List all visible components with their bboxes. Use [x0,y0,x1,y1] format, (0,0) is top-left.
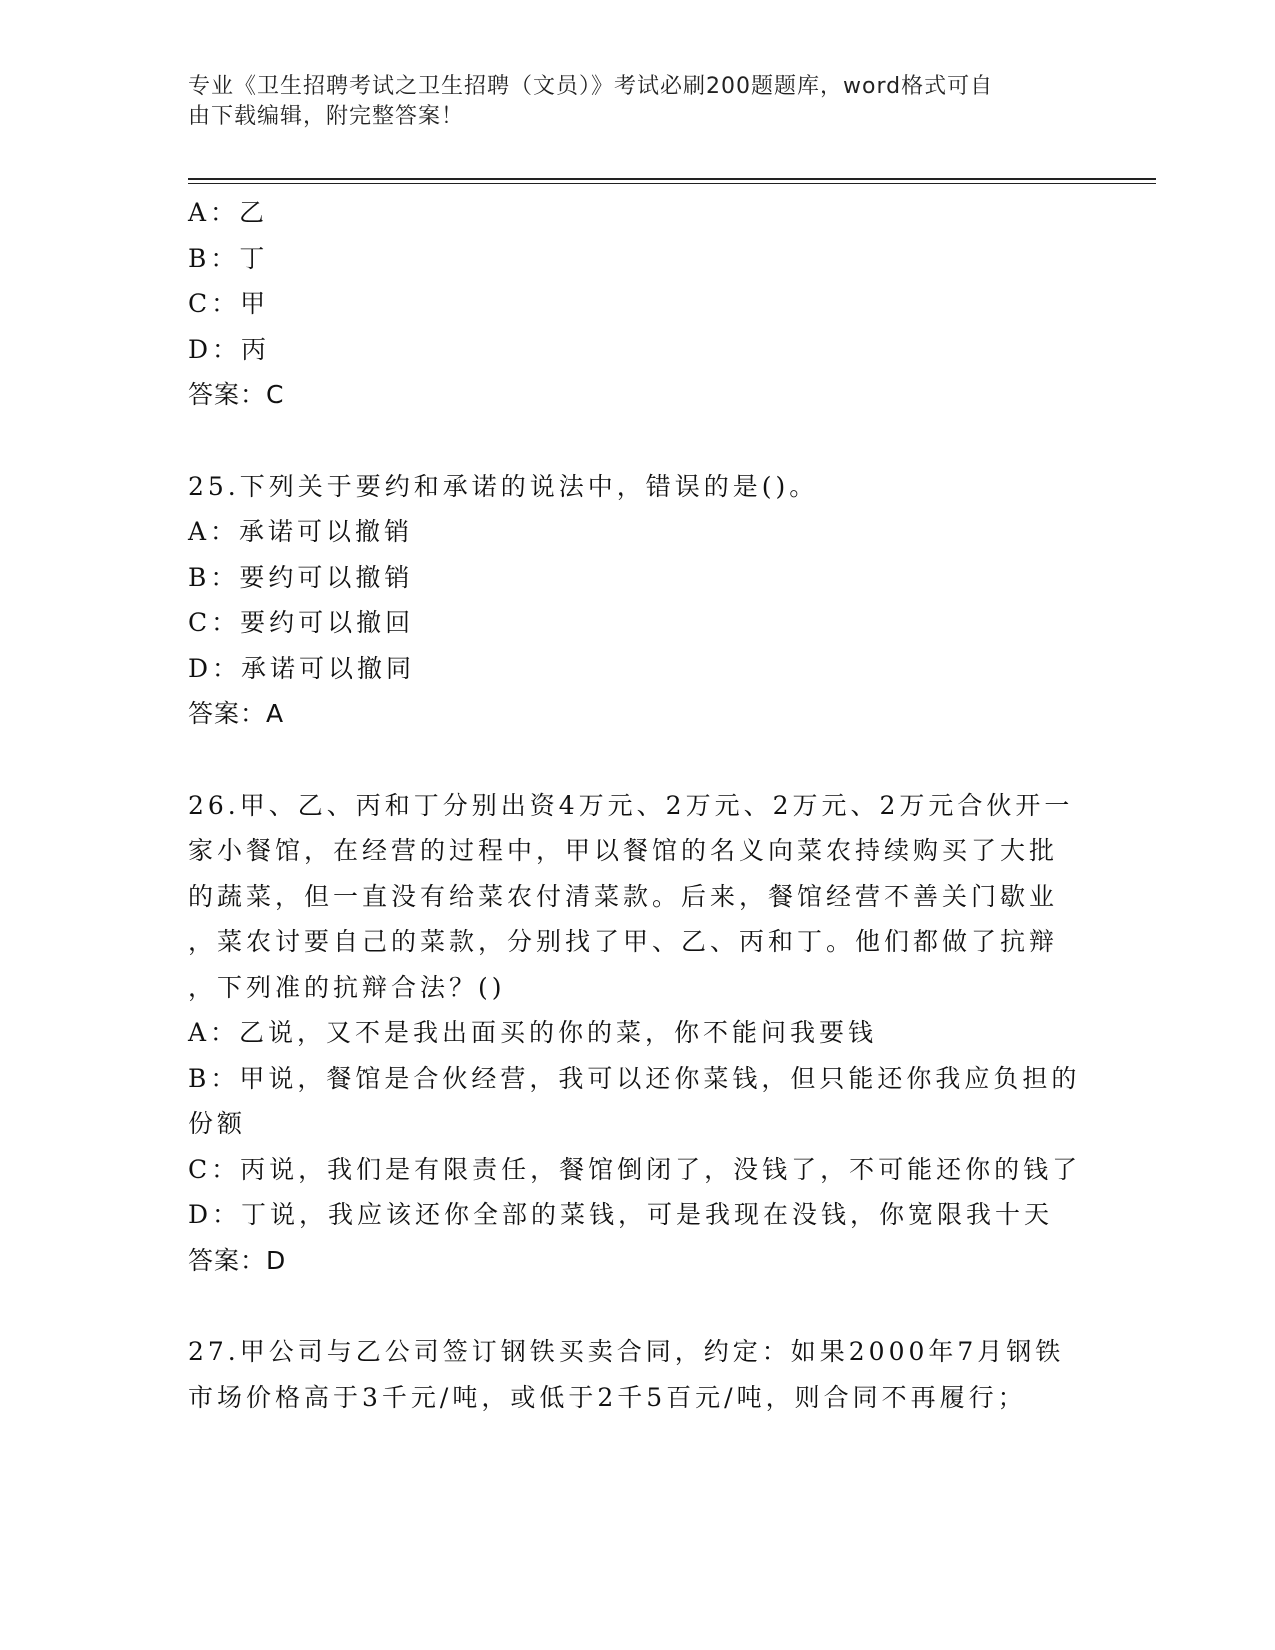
answer: 答案：A [188,699,285,728]
question-stem-line: ，下列准的抗辩合法？() [188,972,506,1002]
question-27 [188,1329,1088,1420]
prev-question [188,190,1088,418]
question-26 [188,783,1088,1284]
option-d: D：承诺可以撤同 [188,653,416,683]
option-b-continued: 份额 [188,1109,247,1138]
header-line-1: 专业《卫生招聘考试之卫生招聘（文员）》考试必刷200题题库，word格式可自 [188,74,994,99]
question-stem-line: 的蔬菜，但一直没有给菜农付清菜款。后来，餐馆经营不善关门歇业 [188,881,1059,911]
option-c: C：要约可以撤回 [188,608,415,637]
option-c: C：甲 [188,289,270,318]
option-b: B：丁 [188,243,269,273]
option-b: B：要约可以撤销 [188,562,414,592]
option-a: A：乙 [188,198,269,227]
question-stem-line: 27.甲公司与乙公司签订钢铁买卖合同，约定：如果2000年7月钢铁 [188,1337,1065,1366]
question-stem-line: ，菜农讨要自己的菜款，分别找了甲、乙、丙和丁。他们都做了抗辩 [188,927,1059,956]
question-stem: 25.下列关于要约和承诺的说法中，错误的是()。 [188,471,819,501]
option-a: A：乙说，又不是我出面买的你的菜，你不能问我要钱 [188,1018,878,1047]
header-divider-thick [188,178,1156,180]
header-line-2: 由下载编辑，附完整答案！ [188,104,465,129]
question-stem-line: 家小餐馆，在经营的过程中，甲以餐馆的名义向菜农持续购买了大批 [188,836,1059,865]
document-header [188,72,1068,132]
answer: 答案：D [188,1245,287,1275]
option-b: B：甲说，餐馆是合伙经营，我可以还你菜钱，但只能还你我应负担的 [188,1063,1081,1093]
option-c: C：丙说，我们是有限责任，餐馆倒闭了，没钱了，不可能还你的钱了 [188,1154,1082,1184]
option-a: A：承诺可以撤销 [188,517,414,546]
header-divider-thin [188,183,1156,184]
option-d: D：丁说，我应该还你全部的菜钱，可是我现在没钱，你宽限我十天 [188,1200,1054,1229]
option-d: D：丙 [188,334,271,364]
question-stem-line: 市场价格高于3千元/吨，或低于2千5百元/吨，则合同不再履行； [188,1382,1027,1412]
answer: 答案：C [188,380,285,409]
question-25 [188,464,1088,737]
question-content [188,190,1088,1420]
question-stem-line: 26.甲、乙、丙和丁分别出资4万元、2万元、2万元、2万元合伙开一 [188,790,1074,820]
